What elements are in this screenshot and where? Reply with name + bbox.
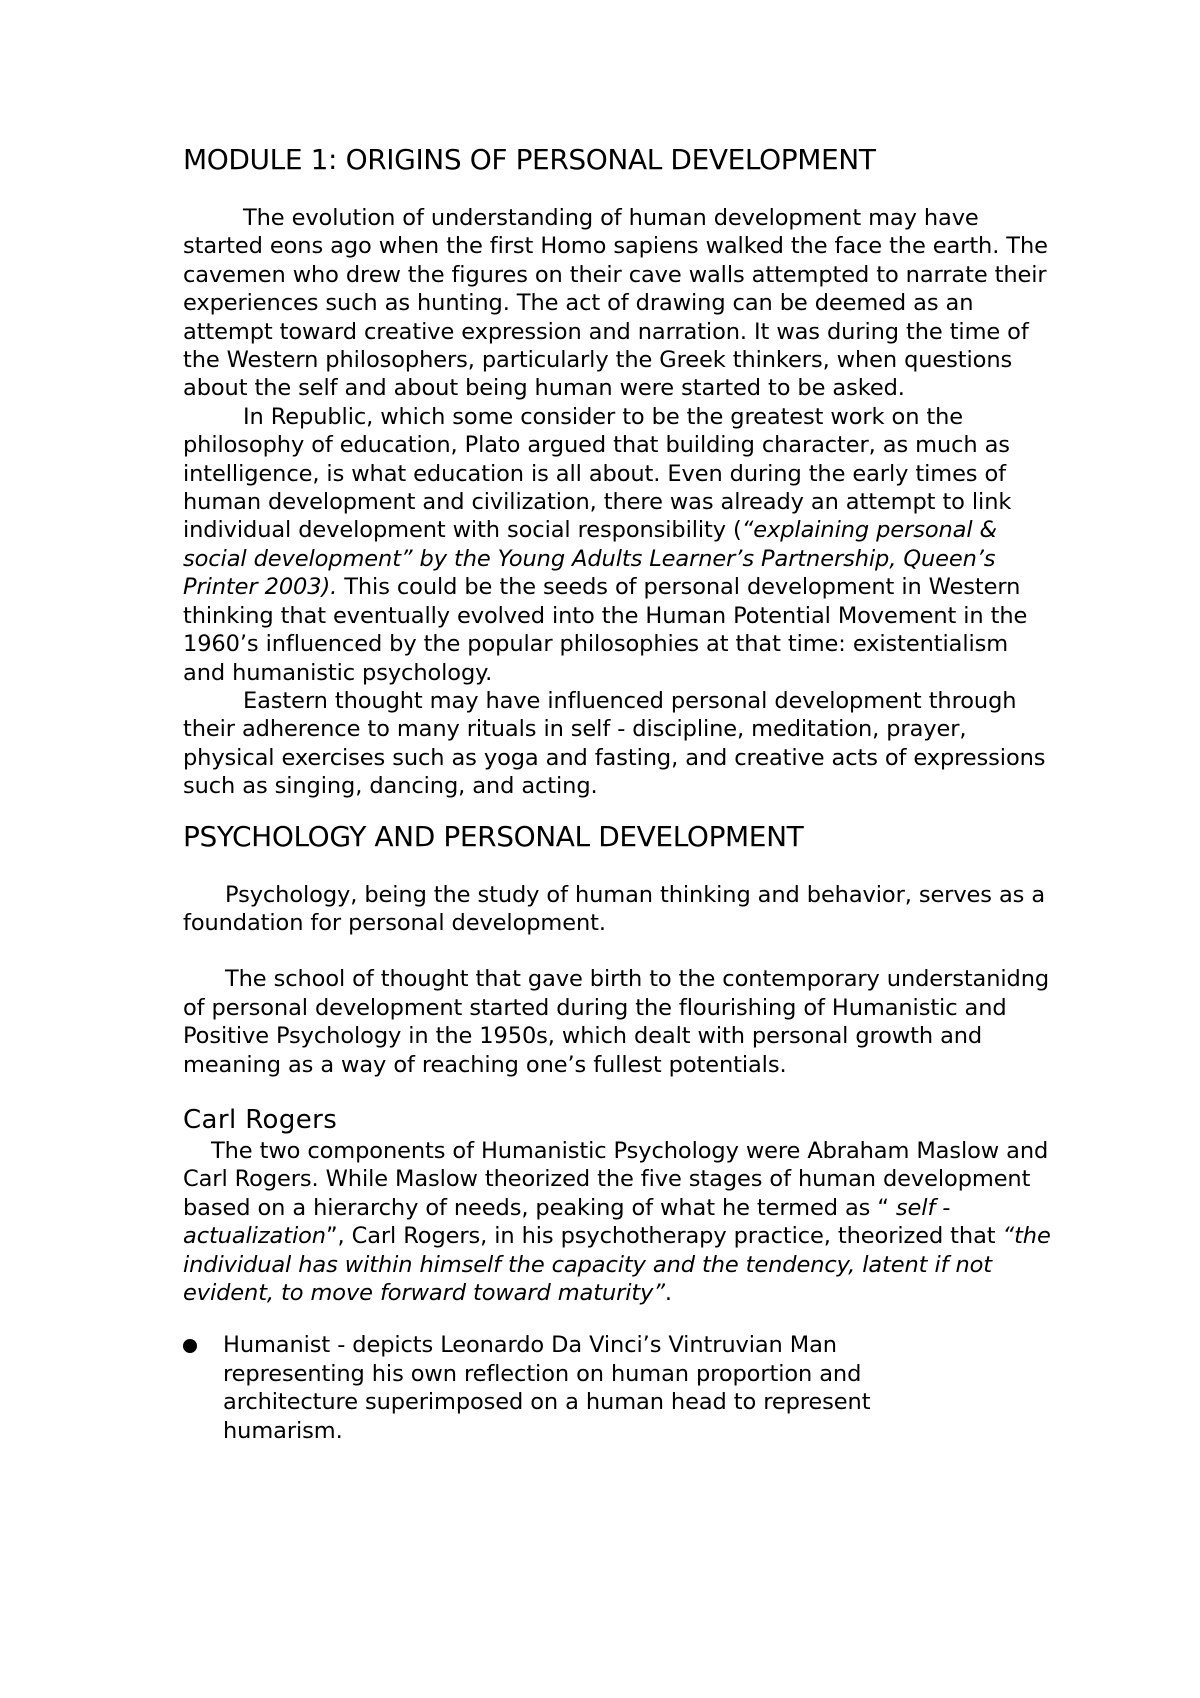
paragraph-republic-text-end: This could be the seeds of personal development in Western thinking that eventually evolved into the Human Potential Movement in the 1960’s influenced by the popular philosophies at that time: existentialism and humanistic psychology. (183, 574, 1028, 686)
paragraph-humanistic (183, 1137, 1053, 1307)
list-item (183, 1331, 1053, 1445)
citation: “explaining personal & social development” by the Young Adults Learner’s Partnership, Queen’s Printer 2003). (183, 517, 997, 601)
module-title: MODULE 1: ORIGINS OF PERSONAL DEVELOPMENT (183, 143, 876, 176)
paragraph-humanistic-end: . (664, 1280, 672, 1306)
paragraph-school-of-thought: The school of thought that gave birth to the contemporary understanidng of personal development started during the flourishing of Humanistic and Positive Psychology in the 1950s, which dealt with personal growth and meaning as a way of reaching one’s fullest potentials. (183, 966, 1050, 1078)
document-page (183, 142, 1053, 1445)
bullet-list (183, 1331, 1053, 1445)
paragraph-eastern: Eastern thought may have influenced personal development through their adherence to many rituals in self - discipline, meditation, prayer, physical exercises such as yoga and fasting, and creative acts of expressions such as singing, dancing, and acting. (183, 687, 1046, 800)
paragraph-psychology: Psychology, being the study of human thinking and behavior, serves as a foundation for personal development. (183, 881, 1046, 936)
paragraph-republic-text: In Republic, which some consider to be the greatest work on the philosophy of education, Plato argued that building character, as much as intelligence, is what education is all about. Even during the early times of human development and civilization, there was already an attempt to link individual development with social responsibility ( (183, 403, 1012, 544)
paragraph-republic (183, 403, 1053, 687)
term-self-actualization: self - actualization (183, 1194, 951, 1250)
rogers-quote: “the individual has within himself the capacity and the tendency, latent if not evident, to move forward toward maturity” (183, 1223, 1051, 1306)
bullet-text: Humanist - depicts Leonardo Da Vinci’s Vintruvian Man representing his own reflection on human proportion and architecture superimposed on a human head to represent humarism. (223, 1332, 871, 1444)
subheading-carl-rogers: Carl Rogers (183, 1104, 338, 1135)
paragraph-humanistic-middle: ”, Carl Rogers, in his psychotherapy practice, theorized that (325, 1223, 1003, 1250)
paragraph-humanistic-text: The two components of Humanistic Psychology were Abraham Maslow and Carl Rogers. While Maslow theorized the five stages of human development based on a hierarchy of needs, peaking of what he termed as “ (183, 1137, 1049, 1221)
paragraph-origins: The evolution of understanding of human development may have started eons ago when the first Homo sapiens walked the face the earth. The cavemen who drew the figures on their cave walls attempted to narrate their experiences such as hunting. The act of drawing can be deemed as an attempt toward creative expression and narration. It was during the time of the Western philosophers, particularly the Greek thinkers, when questions about the self and about being human were started to be asked. (183, 205, 1048, 402)
section-title: PSYCHOLOGY AND PERSONAL DEVELOPMENT (183, 819, 804, 853)
bullet-icon (183, 1339, 197, 1353)
